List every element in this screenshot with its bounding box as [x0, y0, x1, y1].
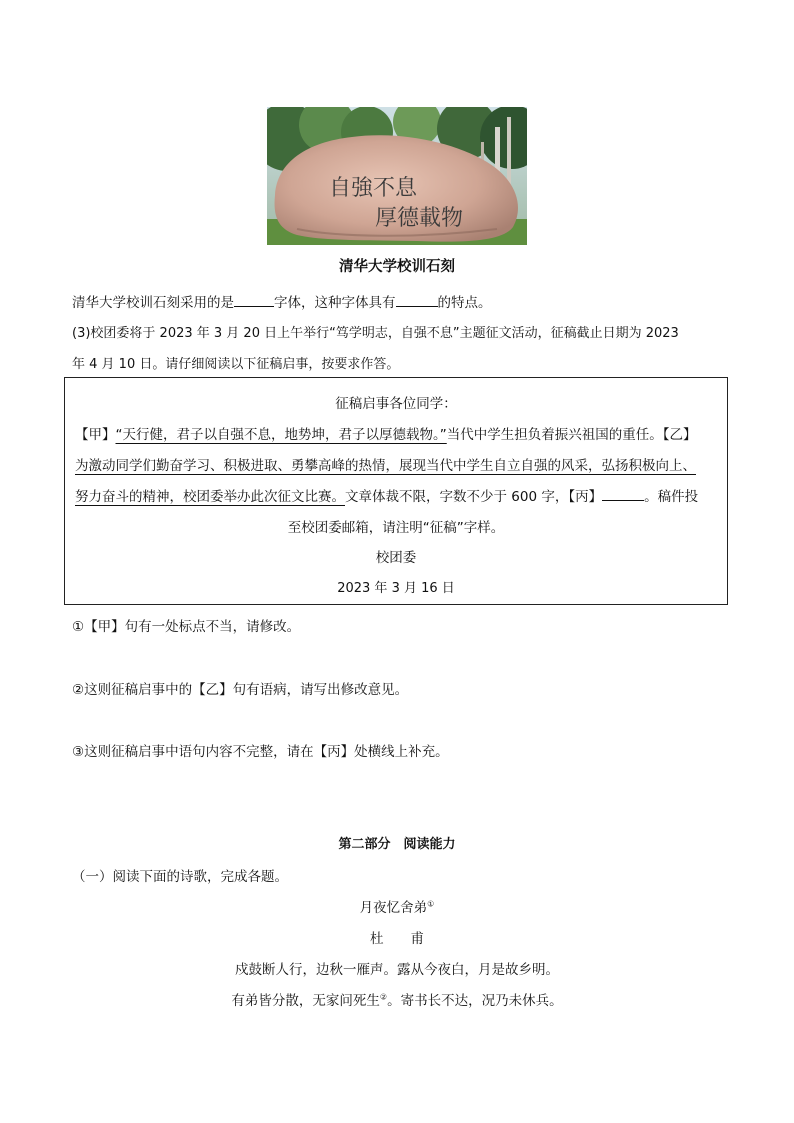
part2-intro: （一）阅读下面的诗歌，完成各题。: [72, 869, 288, 885]
poem-title-text: 月夜忆舍弟: [359, 900, 428, 916]
call-for-papers-notice: [64, 377, 728, 605]
font-question-text-1: 清华大学校训石刻采用的是: [72, 295, 234, 311]
stone-text-line1: 自強不息: [329, 176, 418, 201]
notice-signer: 校团委: [375, 550, 417, 566]
notice-line3-mid: 文章体裁不限，字数不少于 600 字，【丙】: [345, 489, 603, 505]
poem-title: [0, 896, 794, 916]
poem-line2-b: 。寄书长不达，况乃未休兵。: [387, 993, 563, 1009]
notice-line2: 为激动同学们勤奋学习、积极进取、勇攀高峰的热情，展现当代中学生自立自强的风采，弘扬积极向上、: [75, 458, 696, 474]
notice-line4: 至校团委邮箱，请注明“征稿”字样。: [287, 520, 505, 536]
notice-date: 2023 年 3 月 16 日: [337, 581, 455, 596]
answer-blank-feature[interactable]: [396, 294, 438, 307]
photo-caption: 清华大学校训石刻: [339, 259, 455, 275]
sub-question-2: ②这则征稿启事中的【乙】句有语病，请写出修改意见。: [72, 682, 409, 698]
question3-line1: (3)校团委将于 2023 年 3 月 20 日上午举行“笃学明志，自强不息”主题征文活动，征稿截止日期为 2023: [72, 326, 679, 341]
answer-blank-bing[interactable]: [602, 488, 644, 501]
notice-line3: [75, 485, 698, 505]
poem-line2-footnote-mark: ②: [379, 992, 388, 1002]
font-question-text-2: 字体，这种字体具有: [274, 295, 396, 311]
notice-title: 征稿启事各位同学：: [335, 396, 457, 412]
notice-line3-underlined: 努力奋斗的精神，校团委举办此次征文比赛。: [75, 489, 345, 505]
poem-line2-a: 有弟皆分散，无家问死生: [231, 993, 380, 1009]
poem-line1: 戍鼓断人行，边秋一雁声。露从今夜白，月是故乡明。: [235, 962, 559, 978]
stone-inscription-photo: [267, 107, 527, 245]
notice-line3-tail: 。稿件投: [644, 489, 699, 505]
font-question: [72, 291, 492, 311]
poem-line2: [0, 989, 794, 1009]
part2-title: 第二部分 阅读能力: [338, 837, 456, 852]
stone-text-line2: 厚德載物: [375, 206, 464, 231]
poem-author: 杜 甫: [370, 931, 424, 947]
font-question-text-3: 的特点。: [437, 295, 492, 311]
notice-quote: “天行健，君子以自强不息，地势坤，君子以厚德载物。”: [115, 427, 447, 443]
poem-title-footnote-mark: ①: [427, 899, 435, 909]
sub-question-3: ③这则征稿启事中语句内容不完整，请在【丙】处横线上补充。: [72, 744, 449, 760]
answer-blank-font[interactable]: [234, 294, 274, 307]
question3-line2: 年 4 月 10 日。请仔细阅读以下征稿启事，按要求作答。: [72, 357, 400, 372]
sub-question-1: ①【甲】句有一处标点不当，请修改。: [72, 619, 301, 635]
notice-line1: [75, 423, 697, 443]
stone-photo-drawing: [267, 107, 527, 245]
notice-line1-tail: 当代中学生担负着振兴祖国的重任。【乙】: [446, 427, 697, 443]
notice-mark-jia: 【甲】: [75, 427, 116, 443]
